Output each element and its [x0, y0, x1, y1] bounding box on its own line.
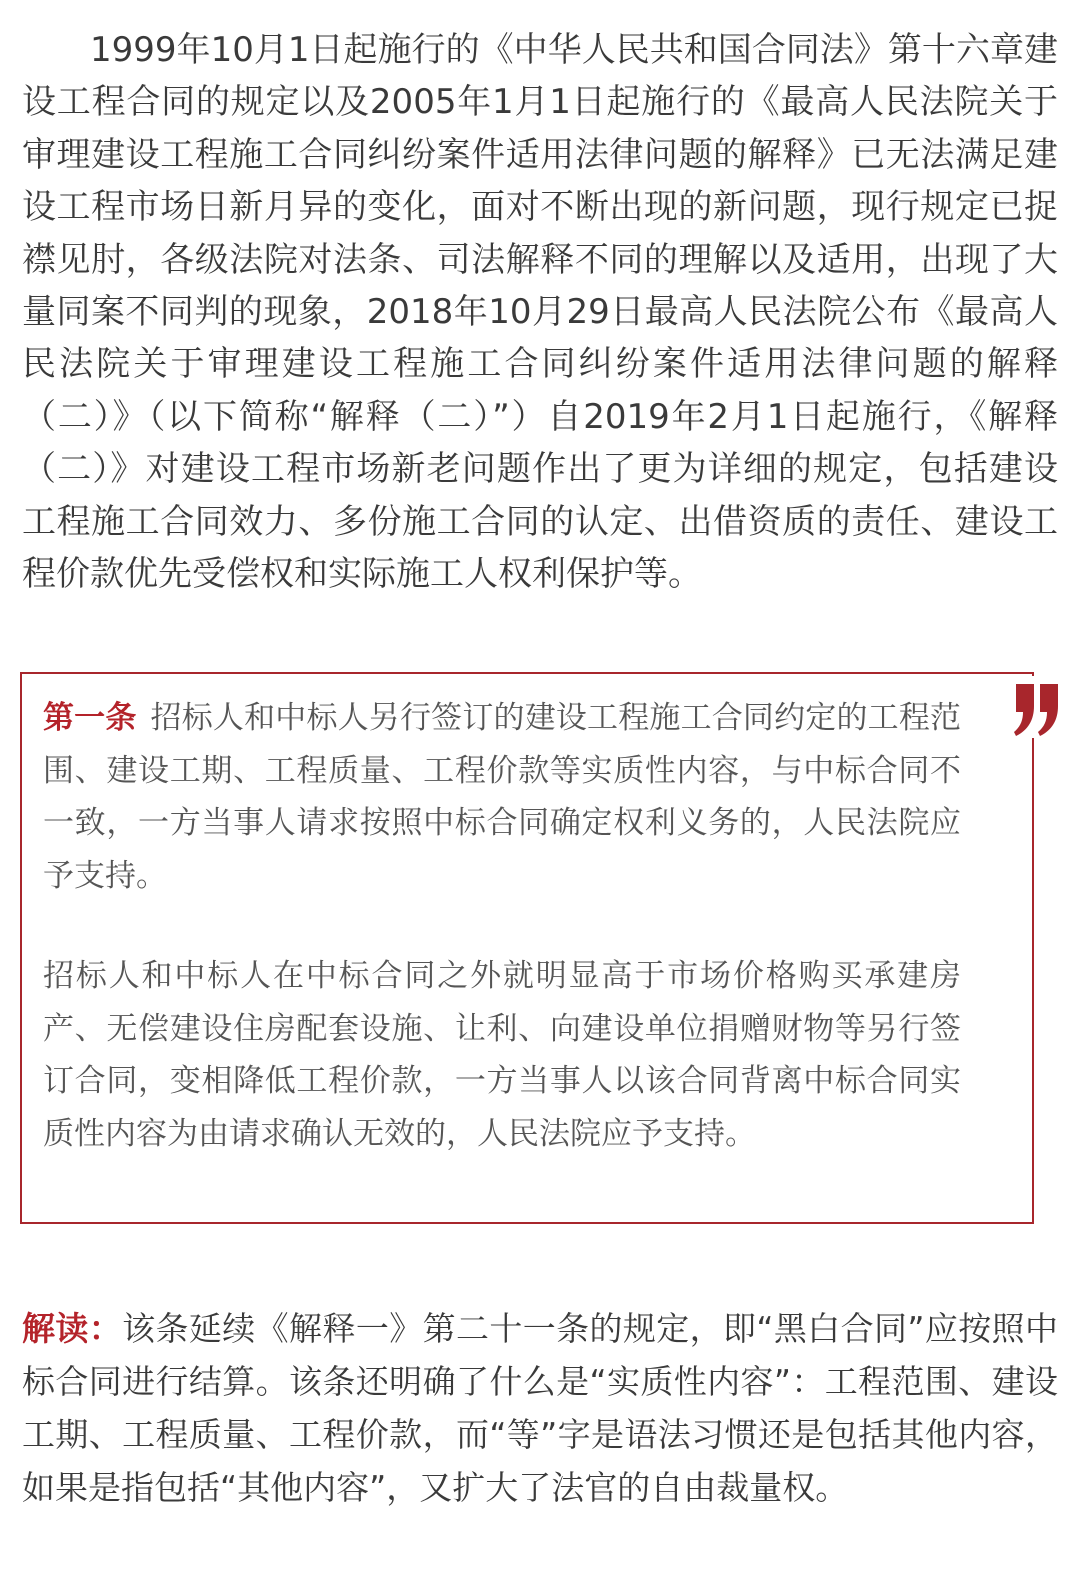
closing-quote-icon [1006, 676, 1066, 738]
article-paragraph-1-text: 招标人和中标人另行签订的建设工程施工合同约定的工程范围、建设工期、工程质量、工程价款等实质性内容，与中标合同不一致，一方当事人请求按照中标合同确定权利义务的，人民法院应予支持。 [43, 700, 962, 894]
article-title: 第一条 [43, 700, 137, 736]
interpretation-paragraph [22, 1302, 1058, 1514]
article-paragraph-2: 招标人和中标人在中标合同之外就明显高于市场价格购买承建房产、无偿建设住房配套设施、让利、向建设单位捐赠财物等另行签订合同，变相降低工程价款，一方当事人以该合同背离中标合同实质性内容为由请求确认无效的，人民法院应予支持。 [43, 958, 961, 1152]
article-paragraph-1 [43, 692, 961, 902]
interpretation-label: 解读： [22, 1309, 123, 1348]
interpretation-text: 该条延续《解释一》第二十一条的规定，即“黑白合同”应按照中标合同进行结算。该条还明确了什么是“实质性内容”：工程范围、建设工期、工程质量、工程价款，而“等”字是语法习惯还是包括其他内容，如果是指包括“其他内容”，又扩大了法官的自由裁量权。 [22, 1309, 1059, 1507]
intro-paragraph: 1999年10月1日起施行的《中华人民共和国合同法》第十六章建设工程合同的规定以及2005年1月1日起施行的《最高人民法院关于审理建设工程施工合同纠纷案件适用法律问题的解释》已无法满足建设工程市场日新月异的变化，面对不断出现的新问题，现行规定已捉襟见肘，各级法院对法条、司法解释不同的理解以及适用，出现了大量同案不同判的现象，2018年10月29日最高人民法院公布《最高人民法院关于审理建设工程施工合同纠纷案件适用法律问题的解释（二）》（以下简称“解释（二）”）自2019年2月1日起施行，《解释（二）》对建设工程市场新老问题作出了更为详细的规定，包括建设工程施工合同效力、多份施工合同的认定、出借资质的责任、建设工程价款优先受偿权和实际施工人权利保护等。 [22, 30, 1058, 595]
